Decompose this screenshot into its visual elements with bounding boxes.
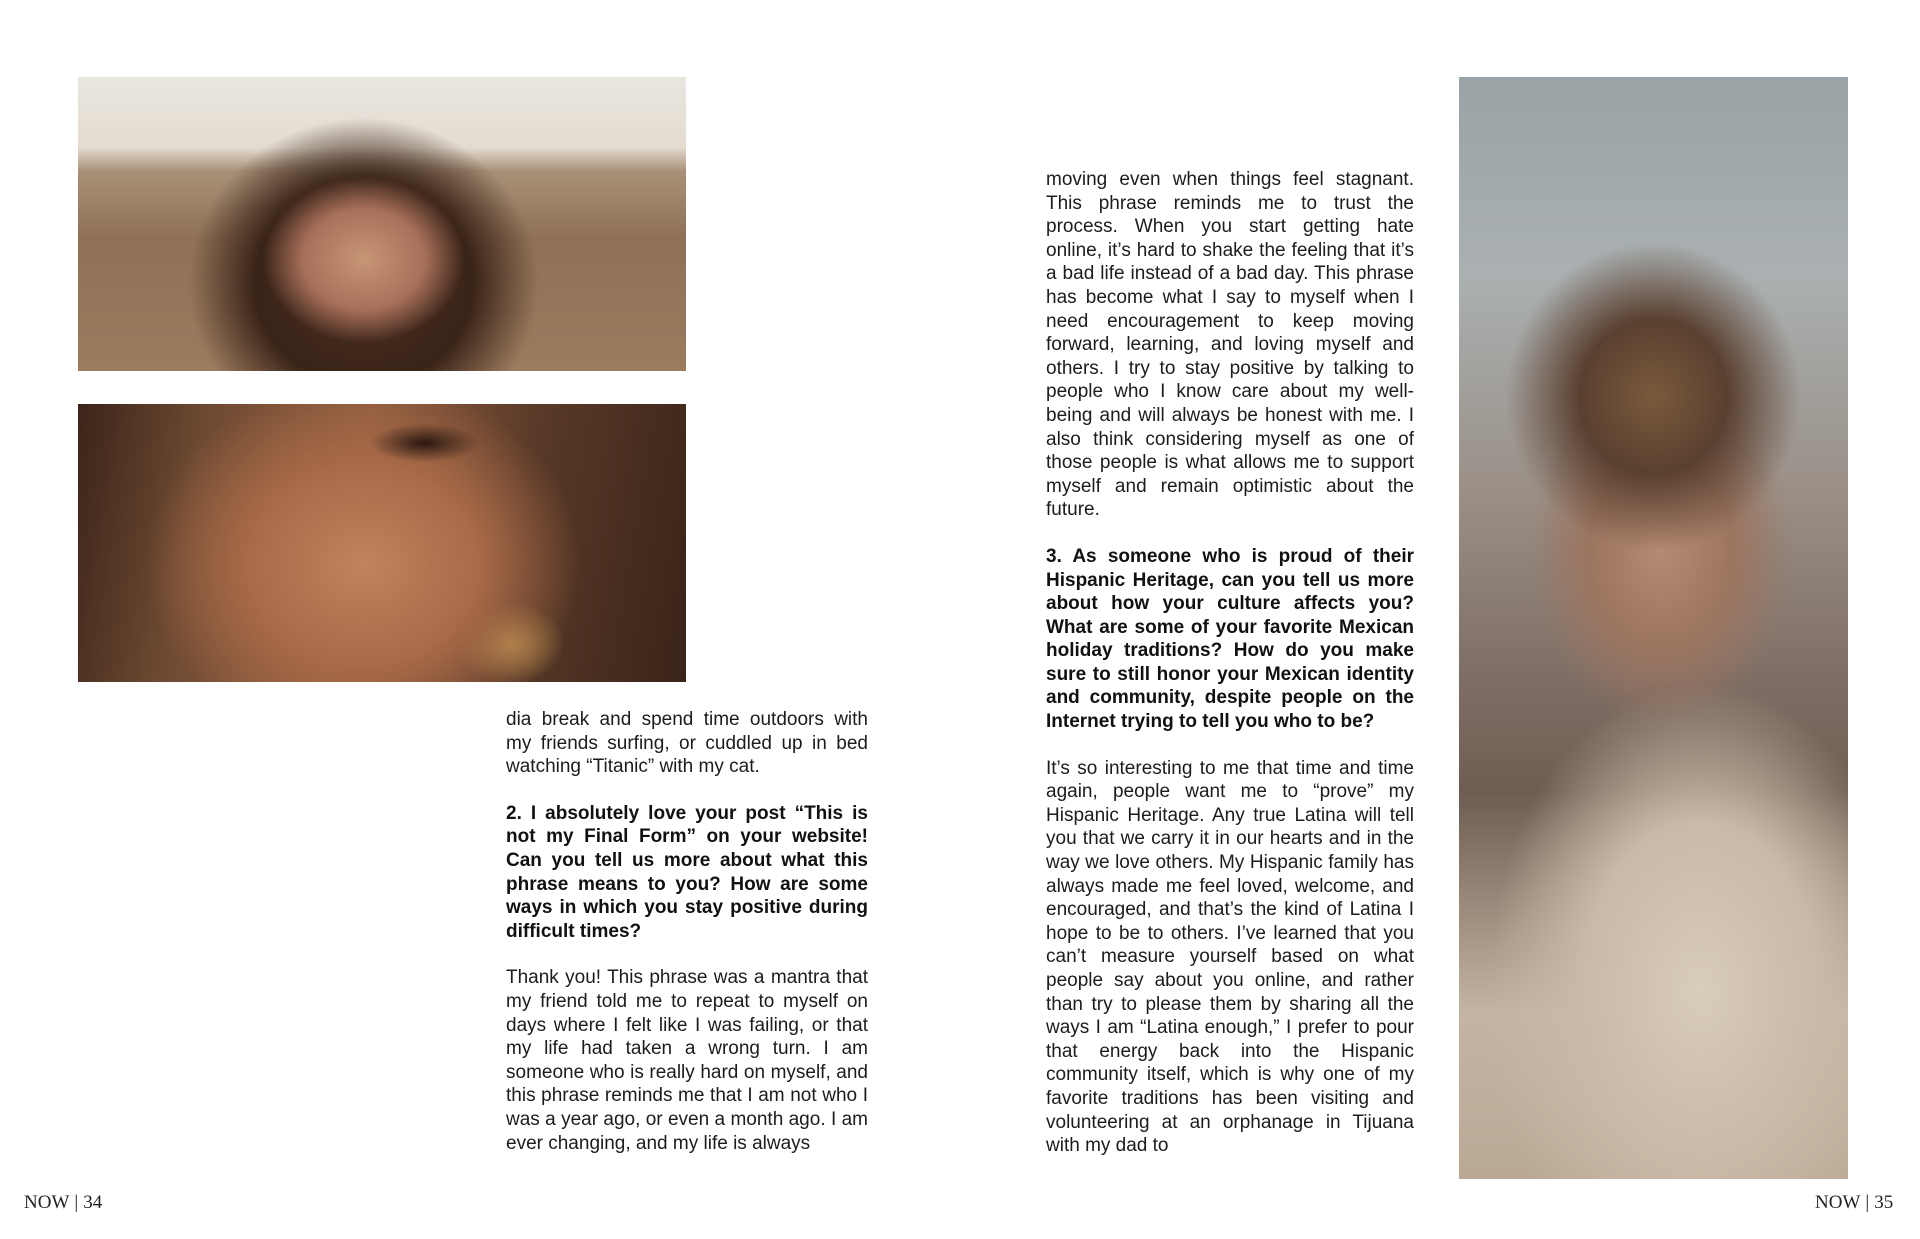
right-text-column [1046,168,1414,1181]
folio-separator: | [74,1192,79,1213]
page-number: 35 [1874,1192,1894,1213]
body-paragraph: dia break and spend time outdoors with my friends surfing, or cuddled up in bed watching “Titanic” with my cat. [506,709,868,778]
photo-woman-closeup-face [78,404,686,682]
publication-name: NOW [1815,1192,1861,1213]
interview-question: 2. I absolutely love your post “This is not my Final Form” on your website! Can you tell us more about what this phrase means to you? How are some ways in which you stay positive during difficult times? [506,802,868,942]
body-paragraph: It’s so interesting to me that time and time again, people want me to “prove” my Hispanic Heritage. Any true Latina will tell you that we carry it in our hearts and in the way we love others. My Hispanic family has always made me feel loved, welcome, and encouraged, and that’s the kind of Latina I hope to be to others. I’ve learned that you can’t measure yourself based on what people say about you online, and rather than try to please them by sharing all the ways I am “Latina enough,” I prefer to pour that energy back into the Hispanic community itself, which is why one of my favorite traditions has been visiting and volunteering at an orphanage in Tijuana with my dad to [1046,757,1414,1157]
folio-separator: | [1865,1192,1870,1213]
publication-name: NOW [24,1192,70,1213]
photo-woman-smiling-in-field [78,77,686,371]
page-number: 34 [83,1192,103,1213]
interview-question: 3. As someone who is proud of their Hispanic Heritage, can you tell us more about how your culture affects you? What are some of your favorite Mexican holiday traditions? How do you make sure to still honor your Mexican identity and community, despite people on the Internet trying to tell you who to be? [1046,545,1414,733]
body-paragraph: moving even when things feel stagnant. This phrase reminds me to trust the process. When you start getting hate online, it’s hard to shake the feeling that it’s a bad life instead of a bad day. This phrase has become what I say to myself when I need encouragement to keep moving forward, learning, and loving myself and others. I try to stay positive by talking to people who I know care about my well-being and will always be honest with me. I also think considering myself as one of those people is what allows me to support myself and remain optimistic about the future. [1046,169,1414,521]
body-paragraph: Thank you! This phrase was a mantra that my friend told me to repeat to myself on days where I felt like I was failing, or that my life had taken a wrong turn. I am someone who is really hard on myself, and this phrase reminds me that I am not who I was a year ago, or even a month ago. I am ever changing, and my life is always [506,967,868,1154]
left-text-column [506,708,868,1178]
photo-woman-portrait-sweater [1459,77,1848,1179]
page-folio-right [1815,1192,1893,1214]
page-folio-left [24,1192,102,1214]
